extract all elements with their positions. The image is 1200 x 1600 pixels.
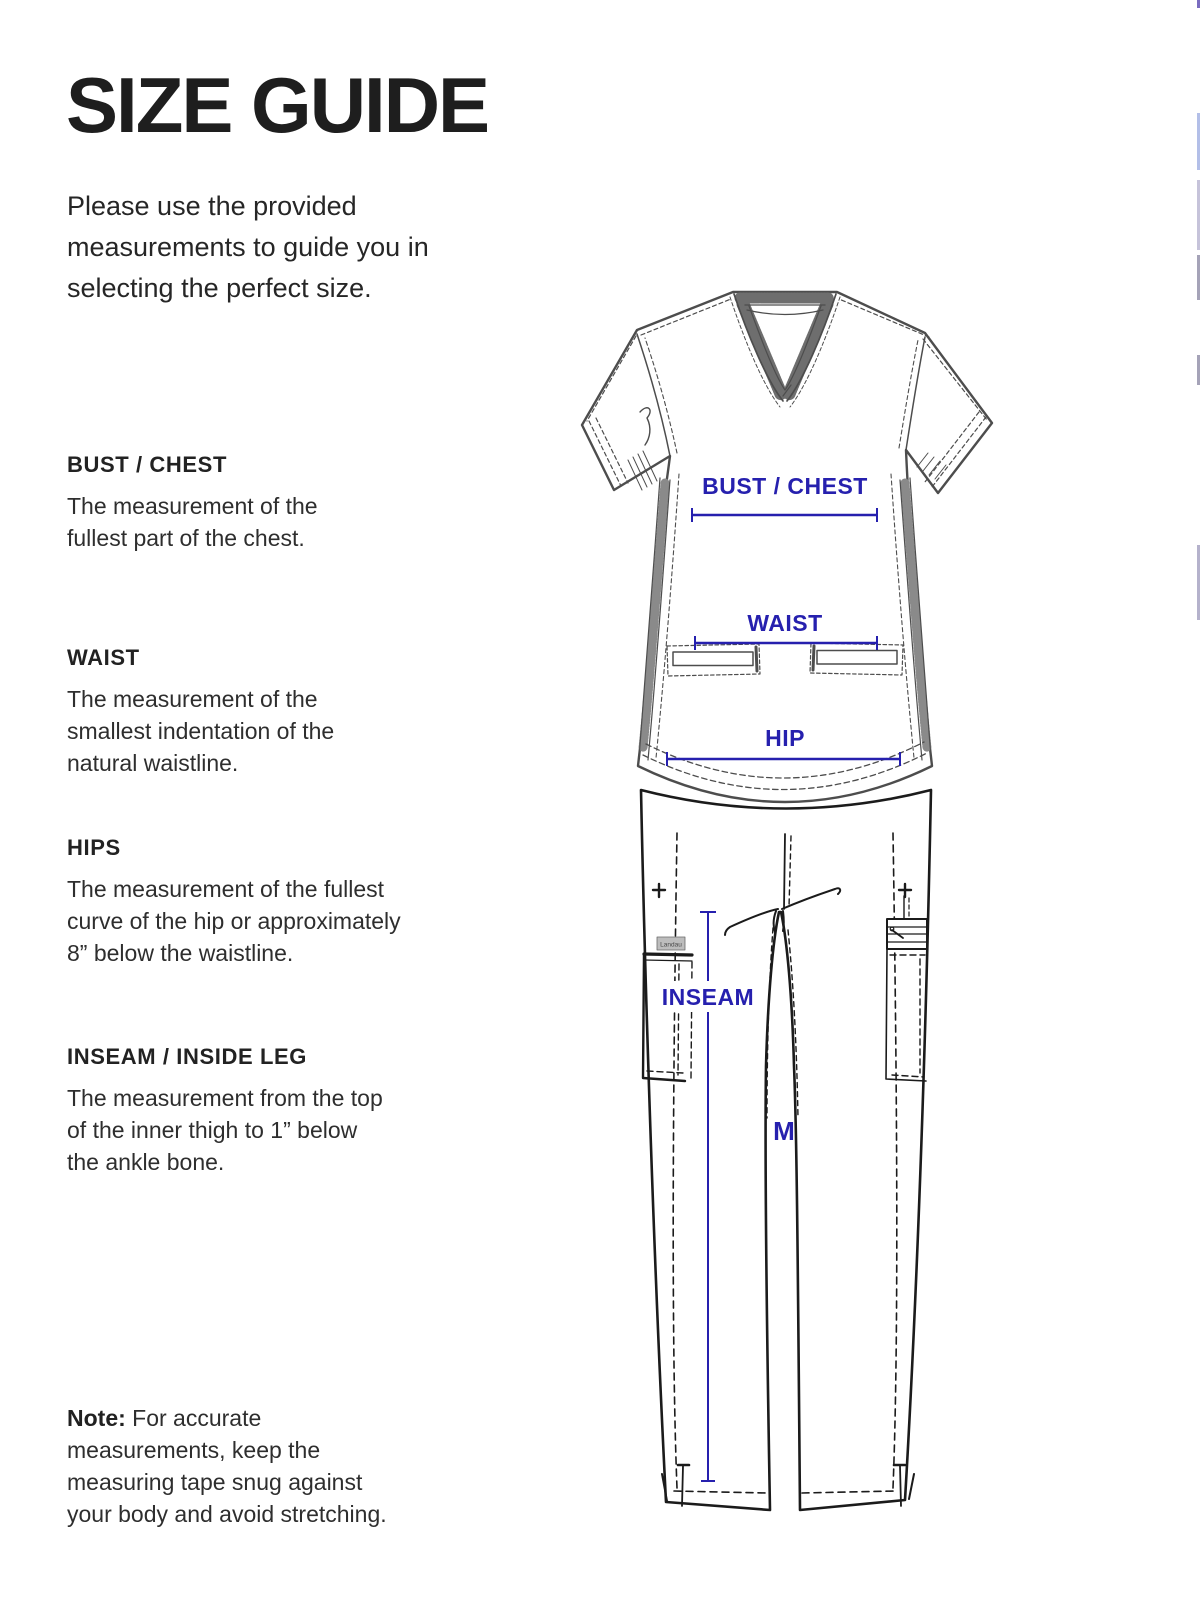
size-guide-illustration	[540, 278, 1010, 1523]
size-marker-label: M	[773, 1116, 795, 1146]
section-heading: HIPS	[67, 835, 121, 860]
intro-line: Please use the provided	[67, 191, 357, 221]
scrub-pants-drawing	[641, 790, 931, 1510]
bust-label: BUST / CHEST	[702, 473, 868, 499]
waist-label: WAIST	[747, 610, 823, 636]
section-body: The measurement of the fullest part of the chest.	[67, 493, 318, 551]
section-waist	[67, 645, 334, 779]
note-line: measurements, keep the	[67, 1437, 321, 1463]
intro-paragraph	[67, 186, 537, 309]
intro-line: selecting the perfect size.	[67, 273, 372, 303]
note-label: Note:	[67, 1405, 126, 1431]
section-hips	[67, 835, 401, 969]
intro-line: measurements to guide you in	[67, 232, 429, 262]
section-heading: BUST / CHEST	[67, 452, 227, 477]
section-heading: INSEAM / INSIDE LEG	[67, 1044, 307, 1069]
section-body: The measurement of the smallest indentation of the natural waistline.	[67, 686, 335, 776]
note-line: measuring tape snug against	[67, 1469, 363, 1495]
section-body: The measurement of the fullest curve of the hip or approximately 8” below the waistline.	[67, 876, 401, 966]
section-heading: WAIST	[67, 645, 140, 670]
note-paragraph	[67, 1402, 387, 1530]
section-inseam	[67, 1044, 383, 1178]
brand-tag-text: Landau	[660, 941, 682, 949]
section-body: The measurement from the top of the inner thigh to 1” below the ankle bone.	[67, 1085, 383, 1175]
note-line: Note: For accurate	[67, 1405, 262, 1431]
page-title: SIZE GUIDE	[66, 61, 489, 149]
section-bust-chest	[67, 452, 318, 554]
note-line: your body and avoid stretching.	[67, 1501, 387, 1527]
hip-label: HIP	[765, 725, 805, 751]
bust-measurement	[692, 473, 877, 522]
inseam-label: INSEAM	[661, 984, 755, 1010]
